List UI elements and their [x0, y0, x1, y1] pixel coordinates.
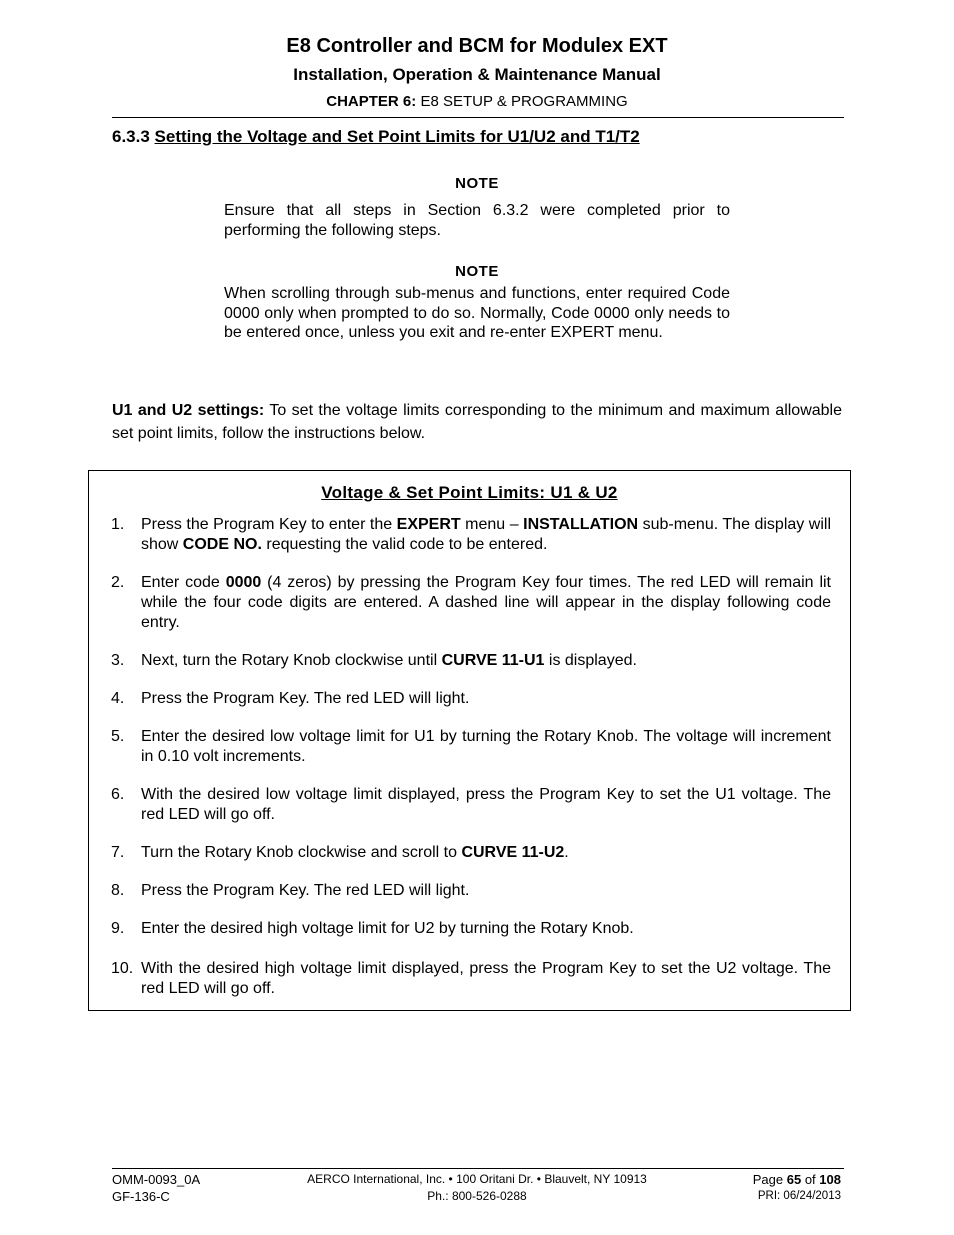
procedure-step	[111, 689, 831, 709]
step-text	[141, 843, 831, 863]
pri-date: PRI: 06/24/2013	[757, 1190, 841, 1202]
section-heading	[112, 127, 640, 147]
step-number: 1.	[111, 516, 125, 533]
intro-lead: U1 and U2 settings:	[112, 402, 265, 419]
step-text	[141, 689, 831, 709]
step-keyword: INSTALLATION	[523, 516, 639, 533]
step-keyword: CODE NO.	[182, 536, 262, 553]
step-text-run: .	[564, 844, 569, 861]
chapter-label: CHAPTER 6:	[326, 93, 417, 110]
step-text-run: Press the Program Key. The red LED will light.	[141, 882, 470, 899]
procedure-step	[111, 843, 831, 863]
step-text	[141, 651, 831, 671]
step-text-run: With the desired high voltage limit displayed, press the Program Key to set the U2 voltage. The red LED will go off.	[141, 960, 831, 997]
procedure-step	[111, 881, 831, 901]
step-text-run: Enter the desired low voltage limit for U1 by turning the Rotary Knob. The voltage will increment in 0.10 volt increments.	[141, 728, 831, 765]
step-number: 6.	[111, 786, 125, 803]
step-text-run: Enter code	[141, 574, 226, 591]
step-number: 2.	[111, 574, 125, 591]
procedure-step	[111, 959, 831, 999]
step-keyword: EXPERT	[396, 516, 461, 533]
company-phone: Ph.: 800-526-0288	[427, 1189, 527, 1203]
procedure-step	[111, 573, 831, 633]
section-number: 6.3.3	[112, 127, 150, 146]
note-label: NOTE	[455, 263, 499, 280]
page-total: 108	[819, 1172, 841, 1187]
step-number: 7.	[111, 844, 125, 861]
step-number: 9.	[111, 920, 125, 937]
page-current: 65	[786, 1172, 802, 1187]
step-text-run: is displayed.	[544, 652, 637, 669]
note-text: Ensure that all steps in Section 6.3.2 were completed prior to performing the following steps.	[224, 202, 730, 239]
note-text: When scrolling through sub-menus and functions, enter required Code 0000 only when prompted to do so. Normally, Code 0000 only needs to be entered once, unless you exit and re-enter EXPERT menu.	[224, 285, 730, 341]
footer-right	[753, 1171, 841, 1205]
document-title: E8 Controller and BCM for Modulex EXT	[286, 35, 668, 57]
step-text-run: (4 zeros) by pressing the Program Key four times. The red LED will remain lit while the four code digits are entered. A dashed line will appear in the display following code entry.	[141, 574, 832, 631]
page-number	[753, 1171, 841, 1188]
step-number: 10.	[111, 960, 134, 977]
procedure-box	[88, 470, 851, 1011]
note-label: NOTE	[455, 175, 499, 192]
step-number: 4.	[111, 690, 125, 707]
procedure-step	[111, 515, 831, 555]
intro-paragraph	[112, 399, 842, 445]
step-number: 5.	[111, 728, 125, 745]
page-prefix: Page	[752, 1172, 787, 1187]
document-subtitle: Installation, Operation & Maintenance Manual	[293, 65, 661, 84]
step-text-run: Turn the Rotary Knob clockwise and scroll to	[141, 844, 462, 861]
procedure-step	[111, 727, 831, 767]
intro-text: To set the voltage limits corresponding to the minimum and maximum allowable set point limits, follow the instructions below.	[112, 402, 842, 442]
step-text	[141, 727, 831, 767]
step-text-run: Next, turn the Rotary Knob clockwise until	[141, 652, 442, 669]
chapter-name: E8 SETUP & PROGRAMMING	[420, 93, 628, 110]
procedure-title: Voltage & Set Point Limits: U1 & U2	[321, 483, 618, 502]
section-title: Setting the Voltage and Set Point Limits for U1/U2 and T1/T2	[154, 127, 640, 146]
step-text-run: With the desired low voltage limit displayed, press the Program Key to set the U1 voltage. The red LED will go off.	[141, 786, 831, 823]
step-text	[141, 515, 831, 555]
step-text-run: Press the Program Key to enter the	[141, 516, 397, 533]
step-keyword: CURVE 11-U1	[441, 652, 545, 669]
step-text-run: requesting the valid code to be entered.	[261, 536, 548, 553]
page-of: of	[801, 1172, 820, 1187]
step-text	[141, 881, 831, 901]
step-text-run: sub-menu. The display will show	[141, 516, 831, 553]
step-number: 3.	[111, 652, 125, 669]
company-address: AERCO International, Inc. • 100 Oritani Dr. • Blauvelt, NY 10913	[307, 1172, 647, 1186]
step-text-run: menu –	[460, 516, 524, 533]
form-id: GF-136-C	[112, 1189, 170, 1204]
step-text	[141, 959, 831, 999]
procedure-step	[111, 651, 831, 671]
footer-divider	[112, 1168, 844, 1169]
step-text	[141, 919, 831, 939]
step-text	[141, 573, 831, 633]
procedure-step	[111, 919, 831, 939]
step-text-run: Enter the desired high voltage limit for U2 by turning the Rotary Knob.	[141, 920, 634, 937]
header-divider	[112, 117, 844, 118]
procedure-step	[111, 785, 831, 825]
step-text-run: Press the Program Key. The red LED will light.	[141, 690, 470, 707]
step-text	[141, 785, 831, 825]
doc-id: OMM-0093_0A	[112, 1172, 201, 1187]
step-keyword: CURVE 11-U2	[461, 844, 565, 861]
chapter-heading	[0, 93, 954, 110]
step-number: 8.	[111, 882, 125, 899]
step-keyword: 0000	[225, 574, 262, 591]
